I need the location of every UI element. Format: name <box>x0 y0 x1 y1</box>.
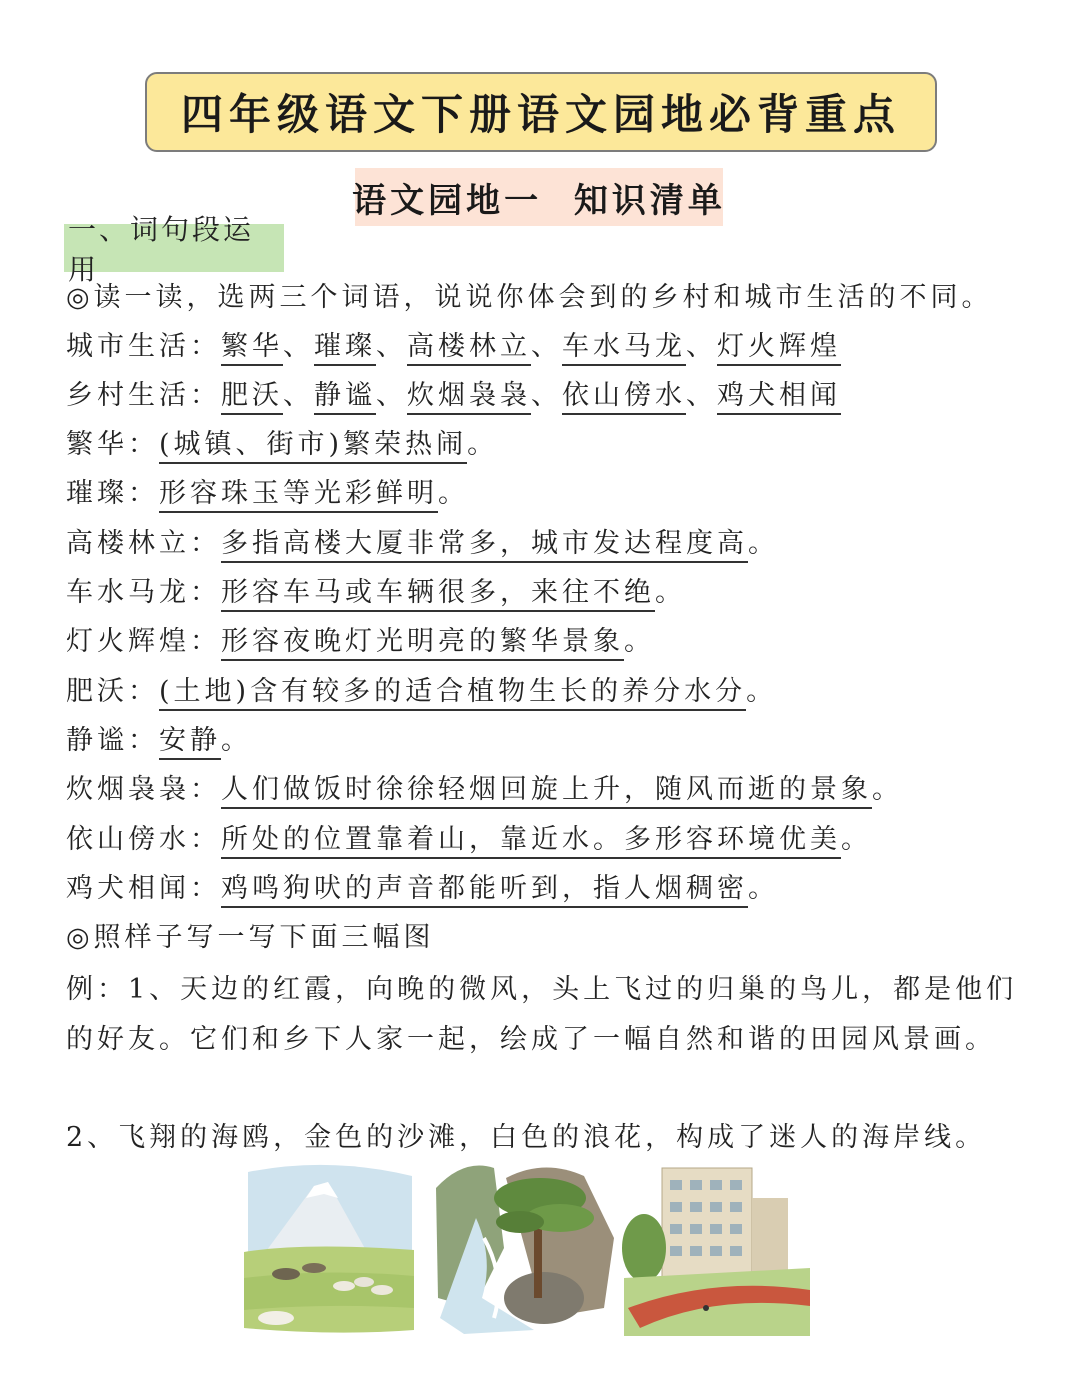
section-heading-text: 一、词句段运用 <box>68 213 255 286</box>
city-word: 灯火辉煌 <box>717 331 841 366</box>
definition-text: 形容车马或车辆很多，来往不绝 <box>221 577 655 612</box>
page-subtitle: 语文园地一 知识清单 <box>352 180 726 221</box>
definition-term: 静谧： <box>66 725 159 756</box>
waterfall-picture <box>430 1158 618 1336</box>
definition-term: 肥沃： <box>66 676 159 707</box>
definition-term: 繁华： <box>66 429 159 460</box>
definition-text: 人们做饭时徐徐轻烟回旋上升，随风而逝的景象 <box>221 774 872 809</box>
village-word: 依山傍水 <box>562 380 686 415</box>
village-life-line <box>66 378 841 414</box>
definition-end: 。 <box>872 774 903 805</box>
village-life-label: 乡村生活： <box>66 380 221 411</box>
city-life-line <box>66 329 841 365</box>
city-life-label: 城市生活： <box>66 331 221 362</box>
page-title: 四年级语文下册语文园地必背重点 <box>180 90 901 139</box>
example-paragraph-1: 例：1、天边的红霞，向晚的微风，头上飞过的归巢的鸟儿，都是他们的好友。它们和乡下人家一起，绘成了一幅自然和谐的田园风景画。 <box>66 974 1018 1055</box>
illustrations <box>244 1158 810 1336</box>
definition-end: 。 <box>748 528 779 559</box>
village-word: 肥沃 <box>221 380 283 415</box>
definition-term: 高楼林立： <box>66 528 221 559</box>
definition-text: 安静 <box>159 725 221 760</box>
definition-term: 炊烟袅袅： <box>66 774 221 805</box>
example-paragraph-2: 2、飞翔的海鸥，金色的沙滩，白色的浪花，构成了迷人的海岸线。 <box>66 1122 987 1153</box>
definition-text: 形容珠玉等光彩鲜明 <box>159 478 438 513</box>
definition-row <box>66 822 872 858</box>
definition-row <box>66 772 903 808</box>
definition-term: 车水马龙： <box>66 577 221 608</box>
city-word: 高楼林立 <box>407 331 531 366</box>
village-word: 鸡犬相闻 <box>717 380 841 415</box>
definition-row <box>66 723 252 759</box>
separator: 、 <box>531 380 562 411</box>
definition-row <box>66 526 779 562</box>
separator: 、 <box>531 331 562 362</box>
city-word: 繁华 <box>221 331 283 366</box>
village-word: 静谧 <box>314 380 376 415</box>
definition-row <box>66 476 469 512</box>
separator: 、 <box>376 380 407 411</box>
section-heading <box>64 213 284 286</box>
definition-end: 。 <box>655 577 686 608</box>
separator: 、 <box>686 380 717 411</box>
definition-term: 灯火辉煌： <box>66 626 221 657</box>
definition-end: 。 <box>746 676 778 707</box>
definition-row <box>66 624 655 660</box>
definition-row <box>66 871 779 907</box>
definition-end: 。 <box>841 824 872 855</box>
title-banner <box>145 72 937 152</box>
city-word: 璀璨 <box>314 331 376 366</box>
definition-end: 。 <box>748 873 779 904</box>
definition-text: 多指高楼大厦非常多，城市发达程度高 <box>221 528 748 563</box>
grassland-picture <box>244 1158 414 1336</box>
definition-text: (城镇、街市)繁荣热闹 <box>159 429 467 464</box>
definition-text: 所处的位置靠着山，靠近水。多形容环境优美 <box>221 824 841 859</box>
village-word: 炊烟袅袅 <box>407 380 531 415</box>
definition-text: 鸡鸣狗吠的声音都能听到，指人烟稠密 <box>221 873 748 908</box>
definition-end: 。 <box>438 478 469 509</box>
definition-row <box>66 674 777 710</box>
definition-row <box>66 575 686 611</box>
separator: 、 <box>686 331 717 362</box>
definition-text: (土地)含有较多的适合植物生长的养分水分 <box>159 676 746 711</box>
separator: 、 <box>376 331 407 362</box>
read-prompt: ◎读一读，选两三个词语，说说你体会到的乡村和城市生活的不同。 <box>66 282 993 313</box>
definition-term: 鸡犬相闻： <box>66 873 221 904</box>
definition-term: 依山傍水： <box>66 824 221 855</box>
definition-end: 。 <box>467 429 499 460</box>
definition-row <box>66 427 498 463</box>
definition-end: 。 <box>221 725 252 756</box>
separator: 、 <box>283 331 314 362</box>
definition-term: 璀璨： <box>66 478 159 509</box>
definition-end: 。 <box>624 626 655 657</box>
separator: 、 <box>283 380 314 411</box>
write-prompt: ◎照样子写一写下面三幅图 <box>66 922 435 953</box>
subtitle-banner <box>352 168 726 226</box>
city-word: 车水马龙 <box>562 331 686 366</box>
definition-text: 形容夜晚灯光明亮的繁华景象 <box>221 626 624 661</box>
school-picture <box>622 1158 810 1336</box>
